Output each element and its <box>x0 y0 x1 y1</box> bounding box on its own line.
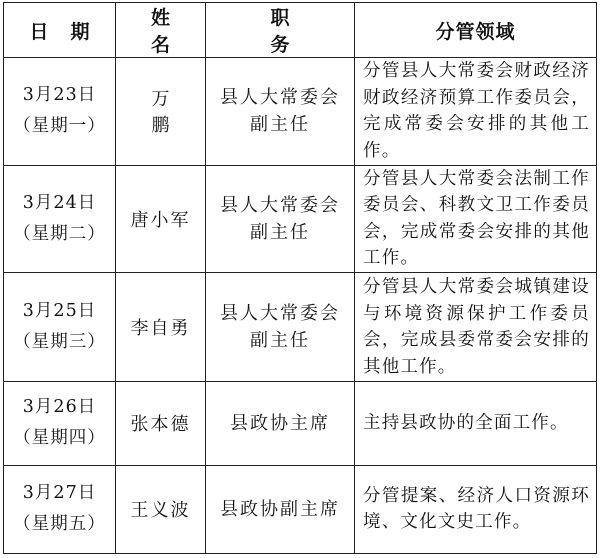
weekday-text: （星期三） <box>13 332 106 353</box>
date-text: 3月23日 <box>22 85 97 106</box>
weekday-text: （星期四） <box>13 428 106 449</box>
table-row <box>4 382 597 465</box>
weekday-text: （星期二） <box>13 223 106 244</box>
date-text: 3月25日 <box>22 301 97 322</box>
scope-cell: 分管县人大常委会财政经济财政经济预算工作委员会，完成常委会安排的其他工作。 <box>355 58 597 165</box>
position-cell: 县人大常委会副主任 <box>206 58 355 165</box>
date-cell <box>4 465 116 553</box>
date-text: 3月26日 <box>22 397 97 418</box>
date-cell <box>4 272 116 381</box>
date-cell <box>4 165 116 272</box>
position-cell: 县人大常委会副主任 <box>206 165 355 272</box>
name-cell: 王义波 <box>116 465 206 553</box>
table-row <box>4 272 597 381</box>
name-cell: 唐小军 <box>116 165 206 272</box>
table-row <box>4 465 597 553</box>
name-cell: 万鹏 <box>116 58 206 165</box>
date-cell <box>4 382 116 465</box>
weekday-text: （星期五） <box>13 514 106 535</box>
table-row <box>4 58 597 165</box>
scope-cell: 分管提案、经济人口资源环境、文化文史工作。 <box>355 465 597 553</box>
weekday-text: （星期一） <box>13 116 106 137</box>
header-name: 姓名 <box>116 3 206 58</box>
scope-cell: 分管县人大常委会法制工作委员会、科教文卫工作委员会，完成常委会安排的其他工作。 <box>355 165 597 272</box>
table-row <box>4 165 597 272</box>
scope-cell: 分管县人大常委会城镇建设与环境资源保护工作委员会，完成县委常委会安排的其他工作。 <box>355 272 597 381</box>
date-text: 3月27日 <box>22 483 97 504</box>
header-position: 职务 <box>206 3 355 58</box>
header-scope: 分管领域 <box>355 3 597 58</box>
table-header-row <box>4 3 597 58</box>
leader-schedule-table <box>3 2 597 554</box>
position-cell: 县政协主席 <box>206 382 355 465</box>
date-text: 3月24日 <box>22 192 97 213</box>
scope-cell: 主持县政协的全面工作。 <box>355 382 597 465</box>
name-cell: 张本德 <box>116 382 206 465</box>
header-date: 日期 <box>4 3 116 58</box>
position-cell: 县人大常委会副主任 <box>206 272 355 381</box>
name-cell: 李自勇 <box>116 272 206 381</box>
position-cell: 县政协副主席 <box>206 465 355 553</box>
date-cell <box>4 58 116 165</box>
